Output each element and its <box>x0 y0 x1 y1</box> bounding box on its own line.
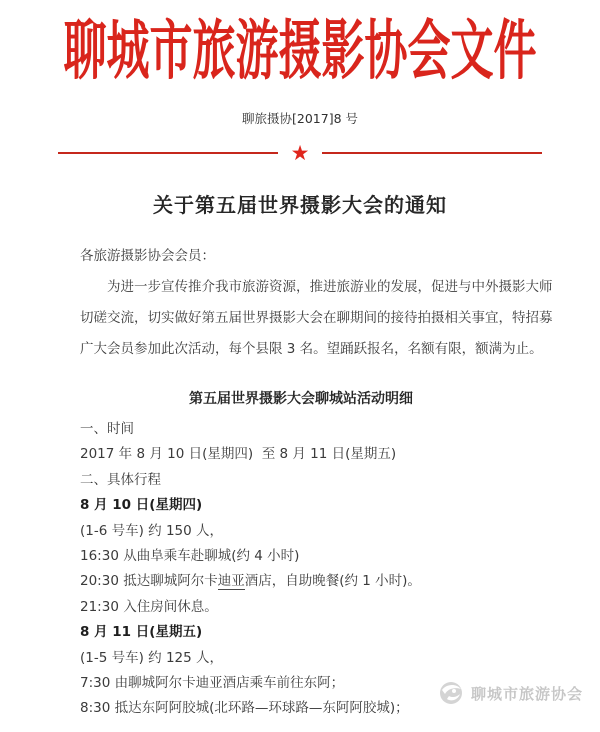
schedule-line-day2-0730: 7:30 由聊城阿尔卡迪亚酒店乘车前往东阿； <box>80 675 345 692</box>
divider-line-right <box>322 152 542 154</box>
paragraph-line: 切磋交流，切实做好第五届世界摄影大会在聊期间的接待拍摄相关事宜，特招募 <box>80 310 553 326</box>
divider-line-left <box>58 152 278 154</box>
schedule-heading: 第五届世界摄影大会聊城站活动明细 <box>189 391 413 407</box>
schedule-line-day2-buses: (1-5 号车) 约 125 人， <box>80 649 224 666</box>
schedule-list <box>80 417 522 722</box>
schedule-line-day1-1630: 16:30 从曲阜乘车赴聊城(约 4 小时) <box>80 548 300 565</box>
watermark-text: 聊城市旅游协会 <box>471 684 584 703</box>
paragraph-line: 为进一步宣传推介我市旅游资源，推进旅游业的发展，促进与中外摄影大师 <box>107 279 553 295</box>
salutation: 各旅游摄影协会会员： <box>80 248 215 264</box>
watermark <box>438 680 583 706</box>
schedule-line-day2-0830: 8:30 抵达东阿阿胶城(北环路—环球路—东阿阿胶城)； <box>80 700 409 717</box>
doc-number: 聊旅摄协[2017]8 号 <box>242 111 358 126</box>
association-logo-icon <box>438 680 464 706</box>
schedule-line-time-header: 一、时间 <box>80 421 134 437</box>
star-icon: ★ <box>290 141 310 165</box>
schedule-line-day1-2030 <box>80 569 522 594</box>
notice-title: 关于第五届世界摄影大会的通知 <box>153 193 447 217</box>
schedule-line-dates: 2017 年 8 月 10 日(星期四) 至 8 月 11 日(星期五) <box>80 446 397 463</box>
schedule-line-day1-buses: (1-6 号车) 约 150 人， <box>80 522 224 539</box>
schedule-line-day1-2130: 21:30 入住房间休息。 <box>80 598 218 615</box>
schedule-line-itinerary-header: 二、具体行程 <box>80 471 161 488</box>
schedule-line-segment: 酒店，自助晚餐(约 1 小时)。 <box>244 573 421 590</box>
star-divider <box>58 140 542 166</box>
schedule-line-day1-heading: 8 月 10 日(星期四) <box>80 497 203 514</box>
letterhead-title: 聊城市旅游摄影协会文件 <box>63 14 537 90</box>
schedule-line-day2-heading: 8 月 11 日(星期五) <box>80 624 203 641</box>
paragraph-line: 广大会员参加此次活动，每个县限 3 名。望踊跃报名，名额有限，额满为止。 <box>80 341 543 357</box>
schedule-line-segment: 20:30 抵达聊城阿尔卡 <box>80 573 218 590</box>
intro-paragraph <box>80 272 553 365</box>
underlined-word: 迪亚 <box>217 573 245 590</box>
